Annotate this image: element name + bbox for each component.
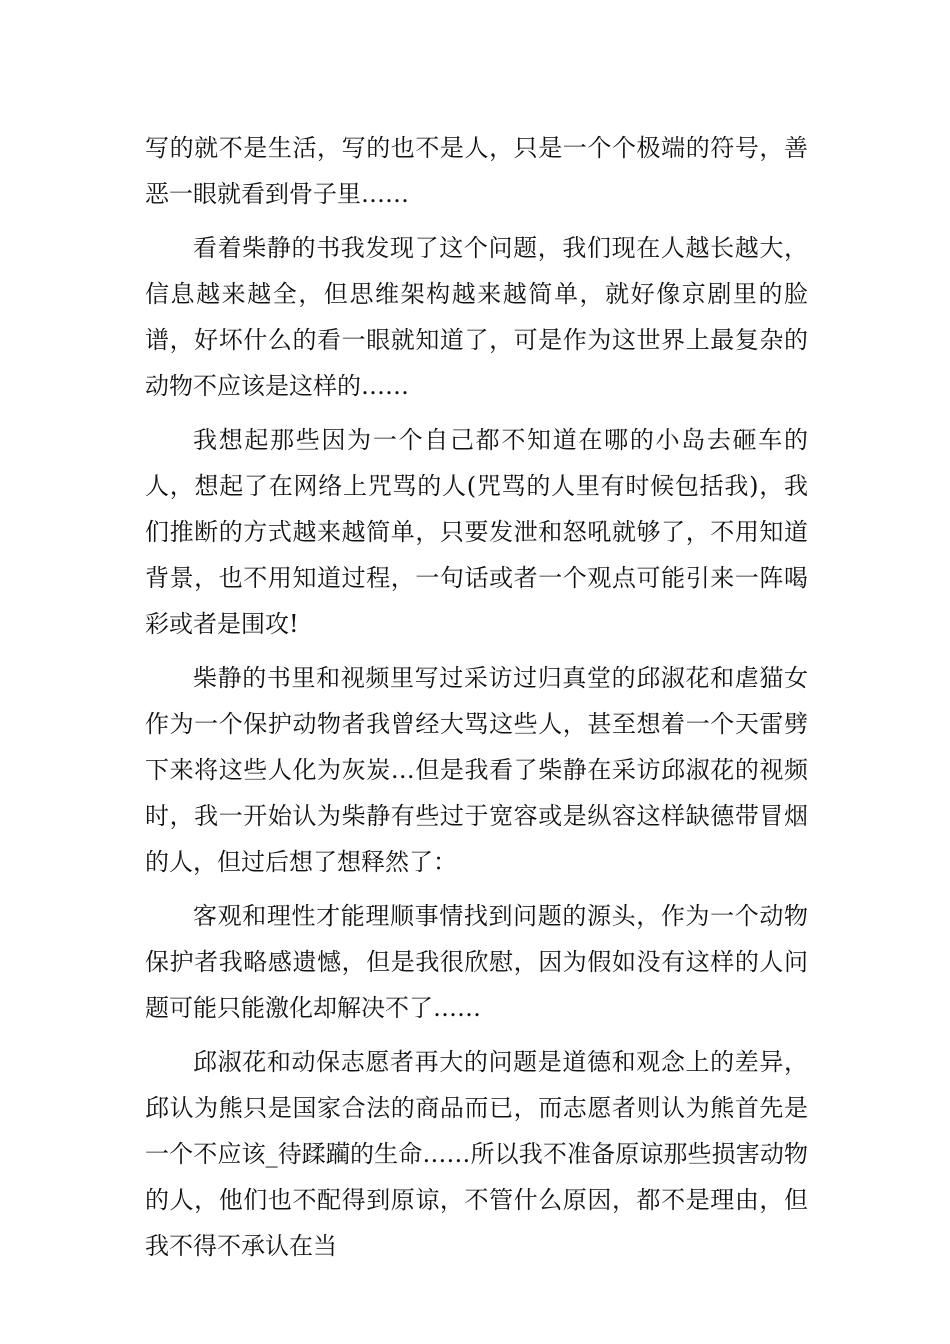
paragraph: 客观和理性才能理顺事情找到问题的源头，作为一个动物保护者我略感遗憾，但是我很欣慰，因为假如没有这样的人问题可能只能激化却解决不了…… [145, 902, 808, 1022]
paragraph: 我想起那些因为一个自己都不知道在哪的小岛去砸车的人，想起了在网络上咒骂的人(咒骂的人里有时候包括我)，我们推断的方式越来越简单，只要发泄和怒吼就够了，不用知道背景，也不用知道过程，一句话或者一个观点可能引来一阵喝彩或者是围攻! [145, 426, 808, 638]
paragraph: 写的就不是生活，写的也不是人，只是一个个极端的符号，善恶一眼就看到骨子里…… [145, 134, 808, 208]
paragraph: 看着柴静的书我发现了这个问题，我们现在人越长越大，信息越来越全，但思维架构越来越简单，就好像京剧里的脸谱，好坏什么的看一眼就知道了，可是作为这世界上最复杂的动物不应该是这样的…… [145, 234, 808, 400]
document-body [145, 125, 808, 1277]
paragraph: 柴静的书里和视频里写过采访过归真堂的邱淑花和虐猫女作为一个保护动物者我曾经大骂这些人，甚至想着一个天雷劈下来将这些人化为灰炭…但是我看了柴静在采访邱淑花的视频时，我一开始认为柴静有些过于宽容或是纵容这样缺德带冒烟的人，但过后想了想释然了： [145, 664, 808, 876]
paragraph: 邱淑花和动保志愿者再大的问题是道德和观念上的差异，邱认为熊只是国家合法的商品而已，而志愿者则认为熊首先是一个不应该_待蹂躏的生命……所以我不准备原谅那些损害动物的人，他们也不配得到原谅，不管什么原因，都不是理由，但我不得不承认在当 [145, 1048, 808, 1260]
